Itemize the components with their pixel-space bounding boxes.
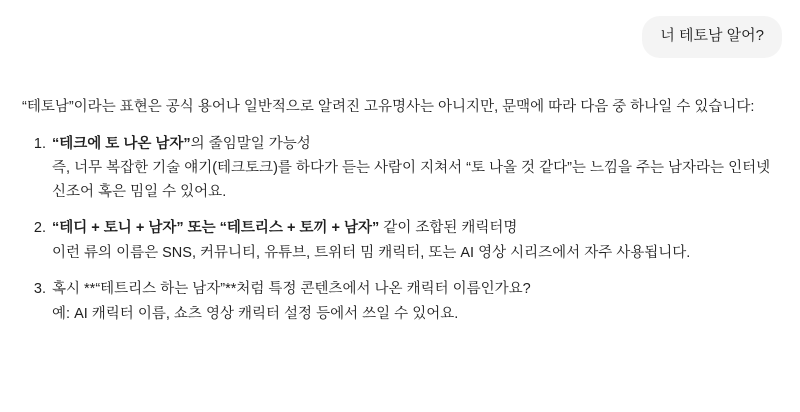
user-message-row: [0, 0, 800, 58]
list-item: [22, 217, 772, 265]
list-item-heading-rest: 의 줄임말일 가능성: [190, 135, 311, 152]
user-message-bubble: 너 테토남 알어?: [642, 16, 782, 58]
assistant-message: [0, 58, 800, 327]
list-item: [22, 133, 772, 204]
list-item-body: 예: AI 캐릭터 이름, 쇼츠 영상 캐릭터 설정 등에서 쓰일 수 있어요.: [52, 305, 459, 322]
list-item: [22, 278, 772, 326]
list-item-heading-pre: 혹시 **“테트리스 하는 남자”**: [52, 281, 237, 298]
list-item-heading-bold: “테디 + 토니 + 남자” 또는 “테트리스 + 토끼 + 남자”: [52, 220, 380, 237]
list-item-heading: [52, 278, 772, 301]
list-item-heading-bold: “테크에 토 나온 남자”: [52, 135, 191, 152]
list-item-heading-rest: 같이 조합된 캐릭터명: [379, 220, 518, 237]
assistant-answer-list: [22, 133, 772, 326]
list-item-heading: [52, 217, 772, 240]
list-item-heading-rest: 처럼 특정 콘텐츠에서 나온 캐릭터 이름인가요?: [236, 281, 531, 298]
list-item-heading: [52, 133, 772, 156]
list-item-body: 즉, 너무 복잡한 기술 얘기(테크토크)를 하다가 듣는 사람이 지쳐서 “토 나올 것 같다”는 느낌을 주는 남자라는 인터넷 신조어 혹은 밈일 수 있어요.: [52, 160, 771, 200]
assistant-intro-paragraph: “테토남”이라는 표현은 공식 용어나 일반적으로 알려진 고유명사는 아니지만, 문맥에 따라 다음 중 하나일 수 있습니다:: [22, 98, 755, 115]
list-item-body: 이런 류의 이름은 SNS, 커뮤니티, 유튜브, 트위터 밈 캐릭터, 또는 AI 영상 시리즈에서 자주 사용됩니다.: [52, 244, 691, 261]
